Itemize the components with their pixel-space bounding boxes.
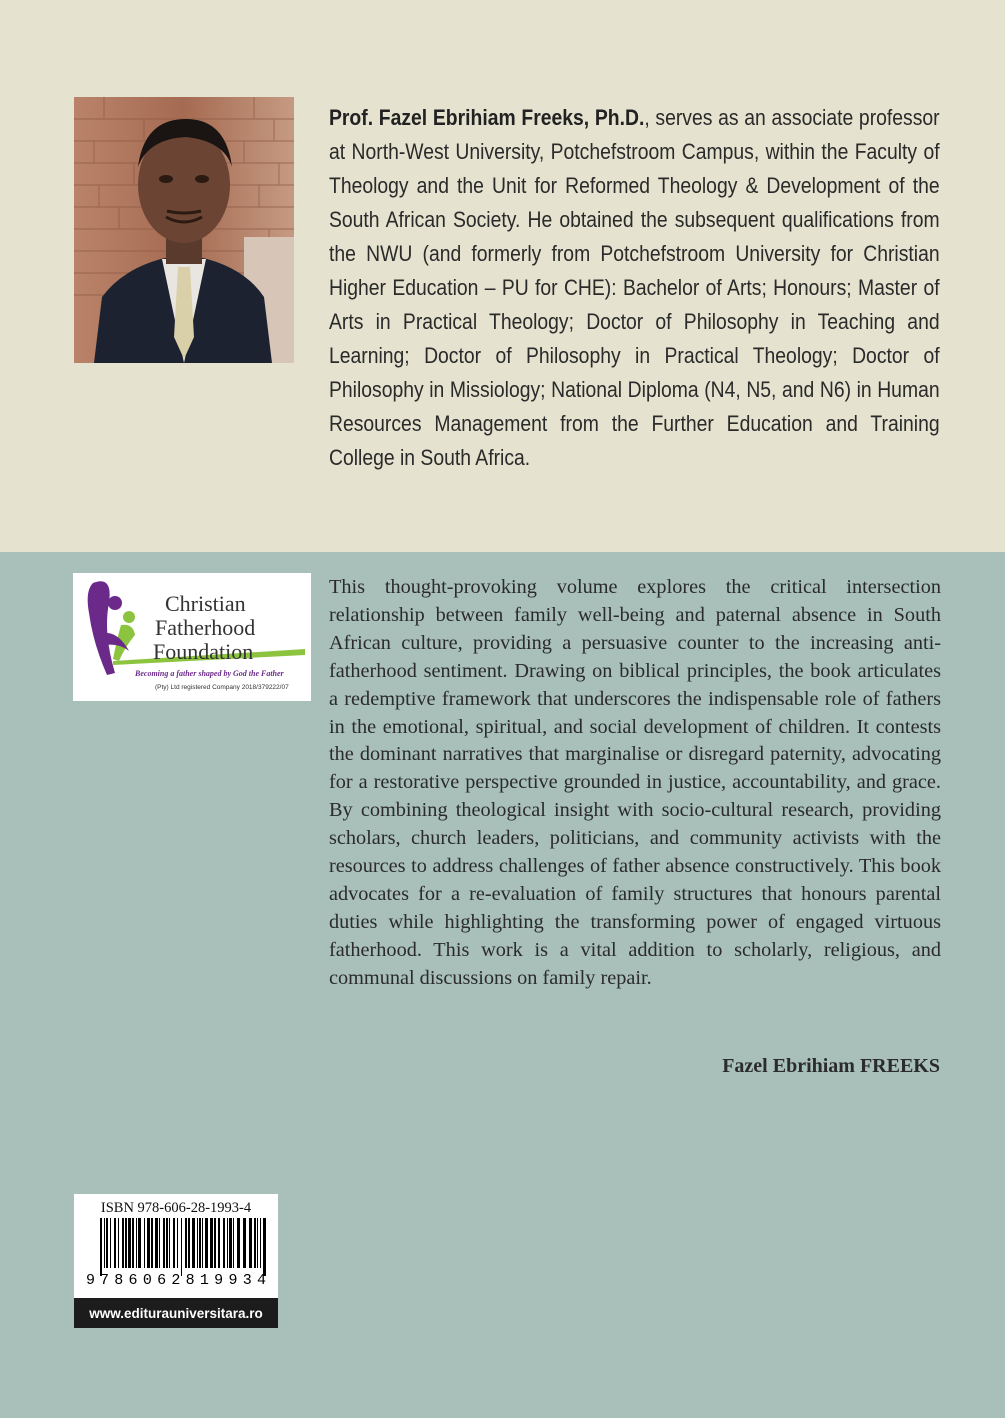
barcode-bar xyxy=(144,1218,145,1268)
barcode-bar xyxy=(104,1218,105,1268)
barcode-bar xyxy=(155,1218,158,1268)
barcode-bar xyxy=(147,1218,150,1268)
barcode-bar xyxy=(136,1218,137,1268)
barcode-bar xyxy=(223,1218,225,1268)
logo-line-2: Fatherhood xyxy=(155,615,256,640)
barcode-bar xyxy=(132,1218,134,1268)
book-description: This thought-provoking volume explores the critical intersection relationship between family well-being and paternal absence in South African culture, providing a persuasive counter to the increasing anti-fatherhood sentiment. Drawing on biblical principles, the book articulates a redemptive framework that underscores the indispensable role of fathers in the emotional, spiritual, and social development of children. It contests the dominant narratives that marginalise or disregard paternity, advocating for a restorative perspective grounded in justice, accountability, and grace. By combining theological insight with socio-cultural research, providing scholars, church leaders, politicians, and community activists with the resources to address challenges of father absence constructively. This book advocates for a re-evaluation of family structures that honours parental duties while highlighting the transforming power of engaged virtuous fatherhood. This work is a vital addition to scholarly, religious, and communal discussions on family repair. xyxy=(329,576,941,989)
barcode-bar xyxy=(210,1218,213,1268)
barcode-digits: 786062819934 xyxy=(100,1272,266,1289)
barcode-bar xyxy=(188,1218,190,1268)
barcode-bar xyxy=(110,1218,111,1268)
barcode-bar xyxy=(199,1218,201,1268)
barcode-bar xyxy=(229,1218,232,1268)
barcode-bar xyxy=(218,1218,220,1268)
barcode-bar xyxy=(118,1218,119,1268)
isbn-label: ISBN 978-606-28-1993-4 xyxy=(100,1200,252,1216)
barcode-bar xyxy=(159,1218,160,1268)
barcode-bar xyxy=(233,1218,234,1268)
author-name: Prof. Fazel Ebrihiam Freeks, Ph.D. xyxy=(329,105,645,130)
author-bio-text: , serves as an associate professor at North-West University, Potchefstroom Campus, within the Faculty of Theology and the Unit for Reformed Theology & Development of the South African Society. He obtained the subsequent qualifications from the NWU (and formerly from Potchefstroom University for Christian Higher Education – PU for CHE): Bachelor of Arts; Honours; Master of Arts in Practical Theology; Doctor of Philosophy in Teaching and Learning; Doctor of Philosophy in Practical Theology; Doctor of Philosophy in Missiology; National Diploma (N4, N5, and N6) in Human Resources Management from the Further Education and Training College in South Africa. xyxy=(329,105,940,470)
barcode-bar xyxy=(249,1218,252,1268)
logo-registration: (Pty) Ltd registered Company 2018/379222/07 xyxy=(155,684,289,691)
barcode-bar xyxy=(181,1218,182,1276)
author-bio xyxy=(329,101,940,475)
barcode-bar xyxy=(202,1218,203,1268)
barcode-bar xyxy=(173,1218,175,1268)
barcode-bar xyxy=(263,1218,266,1276)
barcode-bar xyxy=(177,1218,178,1268)
author-photo xyxy=(74,97,294,363)
barcode-first-digit: 9 xyxy=(86,1272,96,1289)
foundation-logo xyxy=(73,573,311,701)
barcode-bar xyxy=(114,1218,116,1268)
barcode-bar xyxy=(166,1218,168,1268)
barcode-bar xyxy=(214,1218,216,1268)
barcode-bar xyxy=(197,1218,198,1268)
barcode-bar xyxy=(106,1218,108,1268)
logo-tagline: Becoming a father shaped by God the Father xyxy=(135,669,284,678)
barcode-bar xyxy=(122,1218,124,1268)
barcode-bar xyxy=(257,1218,258,1268)
barcode-bar xyxy=(192,1218,195,1268)
barcode-bar xyxy=(185,1218,187,1268)
logo-line-1: Christian xyxy=(165,591,246,616)
barcode-bar xyxy=(163,1218,165,1268)
barcode-bar xyxy=(138,1218,141,1268)
publisher-url: www.editurauniversitara.ro xyxy=(74,1298,278,1328)
barcode-bar xyxy=(227,1218,228,1268)
barcode-bar xyxy=(128,1218,131,1268)
barcode-bar xyxy=(151,1218,153,1268)
logo-line-3: Foundation xyxy=(153,639,254,664)
description-author: Fazel Ebrihiam FREEKS xyxy=(722,1055,940,1077)
barcode-bar xyxy=(254,1218,256,1268)
barcode-bar xyxy=(243,1218,246,1268)
barcode-bar xyxy=(169,1218,170,1268)
barcode-bar xyxy=(260,1218,261,1268)
barcode-bar xyxy=(125,1218,127,1268)
barcode-bar xyxy=(100,1218,102,1276)
barcode xyxy=(86,1218,266,1294)
barcode-bar xyxy=(205,1218,208,1268)
barcode-bar xyxy=(237,1218,240,1268)
